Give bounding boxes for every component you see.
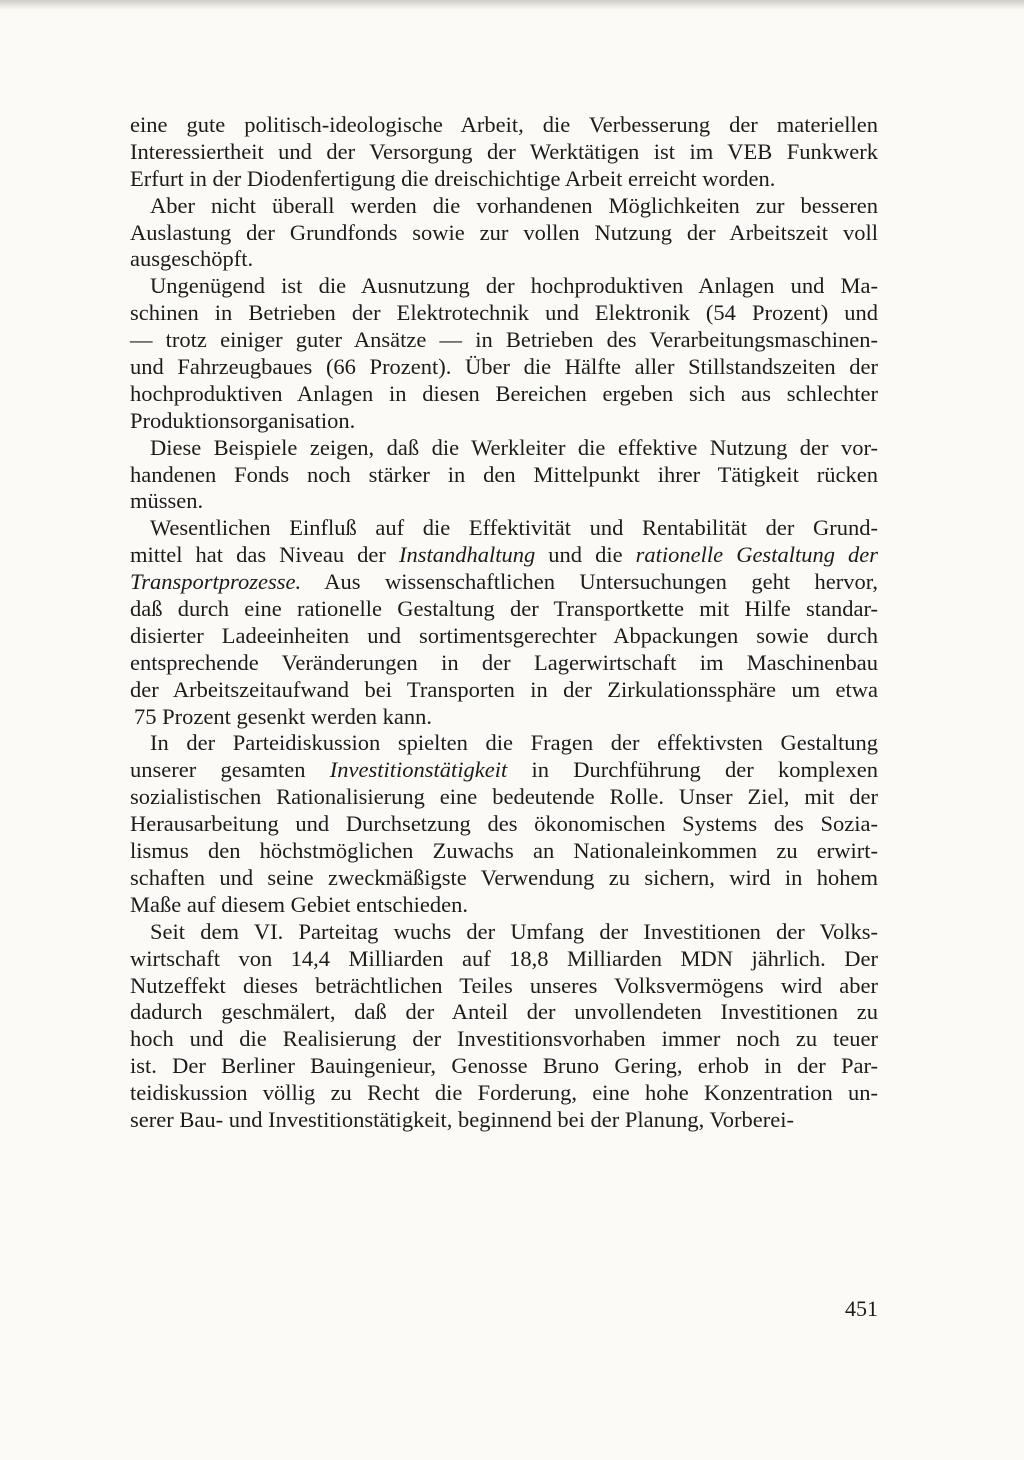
text-line: Herausarbeitung und Durchsetzung des ökonomischen Systems des Sozia- — [130, 811, 878, 837]
paragraph — [130, 273, 878, 434]
paragraph — [130, 435, 878, 516]
text-line: müssen. — [130, 488, 204, 514]
text-line: Interessiertheit und der Versorgung der Werktätigen ist im VEB Funkwerk — [130, 138, 878, 164]
text-line: Seit dem VI. Parteitag wuchs der Umfang der Investitionen der Volks- — [150, 918, 878, 944]
text-line: In der Parteidiskussion spielten die Fragen der effektivsten Gestaltung — [150, 730, 878, 756]
text-line: mittel hat das Niveau der Instandhaltung und die rationelle Gestaltung der — [130, 542, 878, 568]
paragraph — [130, 730, 878, 918]
text-line: daß durch eine rationelle Gestaltung der Transportkette mit Hilfe standar- — [130, 596, 878, 622]
text-line: Maße auf diesem Gebiet entschieden. — [130, 891, 468, 917]
text-line: Produktionsorganisation. — [130, 407, 356, 433]
body-text — [130, 112, 878, 1134]
text-line: Aber nicht überall werden die vorhandenen Möglichkeiten zur besseren — [150, 192, 878, 218]
text-line: disierter Ladeeinheiten und sortimentsgerechter Abpackungen sowie durch — [130, 622, 878, 648]
text-line: Nutzeffekt dieses beträchtlichen Teiles unseres Volksvermögens wird aber — [130, 972, 878, 998]
paragraph — [130, 112, 878, 193]
text-line: schinen in Betrieben der Elektrotechnik und Elektronik (54 Prozent) und — [130, 300, 878, 326]
text-line: ist. Der Berliner Bauingenieur, Genosse Bruno Gering, erhob in der Par- — [130, 1053, 878, 1079]
text-line: und Fahrzeugbaues (66 Prozent). Über die Hälfte aller Stillstandszeiten der — [130, 354, 878, 380]
text-line: Ungenügend ist die Ausnutzung der hochproduktiven Anlagen und Ma- — [150, 273, 878, 299]
text-line: hochproduktiven Anlagen in diesen Bereichen ergeben sich aus schlechter — [130, 380, 878, 406]
text-line: 75 Prozent gesenkt werden kann. — [134, 703, 433, 729]
text-line: unserer gesamten Investitionstätigkeit in Durchführung der komplexen — [130, 757, 879, 783]
text-line: serer Bau- und Investitionstätigkeit, beginnend bei der Planung, Vorberei- — [130, 1106, 795, 1132]
text-line: sozialistischen Rationalisierung eine bedeutende Rolle. Unser Ziel, mit der — [130, 784, 878, 810]
text-line: eine gute politisch-ideologische Arbeit, die Verbesserung der materiellen — [130, 112, 878, 137]
text-line: — trotz einiger guter Ansätze — in Betrieben des Verarbeitungsmaschinen- — [130, 327, 878, 353]
text-line: teidiskussion völlig zu Recht die Forderung, eine hohe Konzentration un- — [130, 1080, 878, 1106]
paragraph — [130, 919, 878, 1134]
text-line: lismus den höchstmöglichen Zuwachs an Nationaleinkommen zu erwirt- — [130, 838, 878, 864]
text-line: Wesentlichen Einfluß auf die Effektivität und Rentabilität der Grund- — [150, 515, 878, 541]
text-line: schaften und seine zweckmäßigste Verwendung zu sichern, wird in hohem — [130, 864, 878, 890]
text-line: der Arbeitszeitaufwand bei Transporten in der Zirkulationssphäre um etwa — [130, 676, 878, 702]
text-line: Auslastung der Grundfonds sowie zur vollen Nutzung der Arbeitszeit voll — [130, 219, 878, 245]
scan-top-edge — [0, 0, 1024, 10]
text-line: wirtschaft von 14,4 Milliarden auf 18,8 Milliarden MDN jährlich. Der — [130, 945, 878, 971]
paragraph — [130, 193, 878, 274]
text-line: hoch und die Realisierung der Investitionsvorhaben immer noch zu teuer — [130, 1026, 878, 1052]
text-line: dadurch geschmälert, daß der Anteil der unvollendeten Investitionen zu — [130, 999, 878, 1025]
text-line: entsprechende Veränderungen in der Lagerwirtschaft im Maschinenbau — [130, 649, 878, 675]
text-line: handenen Fonds noch stärker in den Mittelpunkt ihrer Tätigkeit rücken — [130, 461, 878, 487]
page-number: 451 — [845, 1296, 878, 1321]
text-line: ausgeschöpft. — [130, 246, 254, 272]
text-line: Transportprozesse. Aus wissenschaftlichen Untersuchungen geht hervor, — [130, 569, 878, 595]
paragraph — [130, 515, 878, 730]
text-line: Erfurt in der Diodenfertigung die dreischichtige Arbeit erreicht worden. — [130, 165, 776, 191]
text-line: Diese Beispiele zeigen, daß die Werkleiter die effektive Nutzung der vor- — [150, 434, 878, 460]
